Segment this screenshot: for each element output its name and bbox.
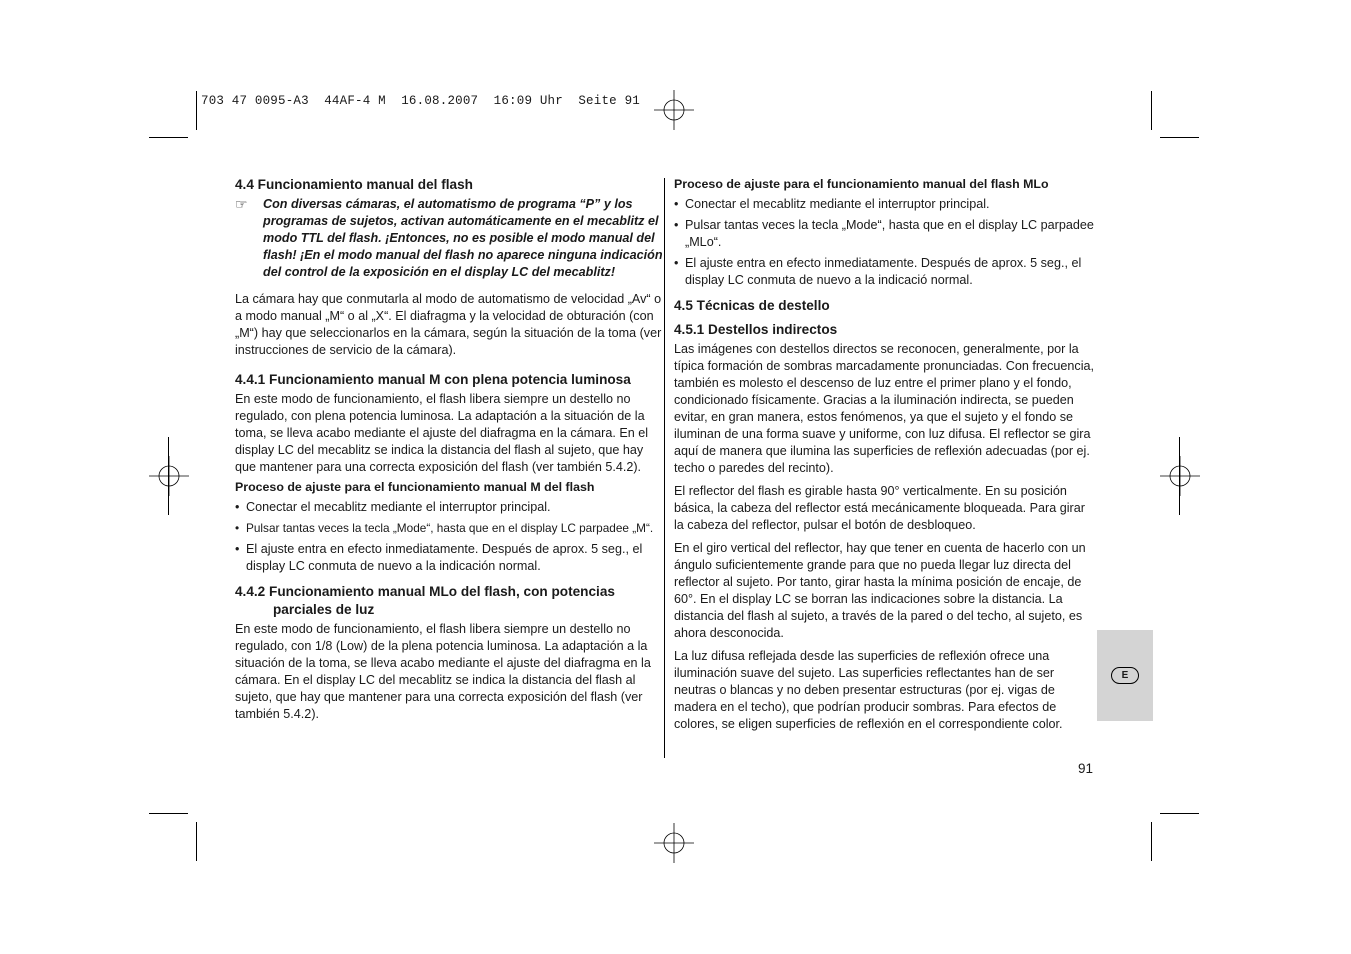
- registration-mark-icon: [1160, 456, 1200, 496]
- section-4-4-title: 4.4 Funcionamiento manual del flash: [235, 177, 473, 192]
- crop-mark: [196, 822, 197, 861]
- procedure-m-title: Proceso de ajuste para el funcionamiento manual M del flash: [235, 480, 595, 494]
- left-column: [235, 176, 663, 729]
- registration-line: [1179, 437, 1180, 515]
- procedure-mlo-title: Proceso de ajuste para el funcionamiento manual del flash MLo: [674, 177, 1049, 191]
- crop-mark: [1151, 91, 1152, 130]
- procedure-m-list: [235, 499, 663, 575]
- list-item: • Pulsar tantas veces la tecla „Mode“, hasta que en el display LC parpadee „M“.: [235, 520, 663, 537]
- procedure-mlo-list: [674, 196, 1098, 289]
- crop-mark: [1151, 822, 1152, 861]
- list-item: • Conectar el mecablitz mediante el interruptor principal.: [235, 499, 663, 516]
- crop-mark: [149, 137, 188, 138]
- registration-mark-icon: [149, 456, 189, 496]
- pointing-hand-icon: ☞: [235, 196, 248, 212]
- list-item: • Pulsar tantas veces la tecla „Mode“, hasta que en el display LC parpadee „MLo“.: [674, 217, 1098, 251]
- registration-mark-icon: [654, 823, 694, 863]
- language-badge: E: [1111, 667, 1139, 684]
- page-number: 91: [1078, 761, 1094, 776]
- paragraph: En el giro vertical del reflector, hay que tener en cuenta de hacerlo con un ángulo suficientemente grande para que no pueda llegar luz directa del reflector al sujeto. Por tanto, girar hasta la mínima posición de encaje, de 60°. En el display LC se borran las indicaciones sobre la distancia. La distancia del flash al sujeto, a través de la pared o del techo, al sujeto, es ahora desconocida.: [674, 541, 1086, 640]
- note-block: [235, 196, 663, 281]
- column-divider: [664, 178, 665, 758]
- paragraph: La cámara hay que conmutarla al modo de automatismo de velocidad „Av“ o a modo manual „M“ o al „X“. El diafragma y la velocidad de obturación (con „M“) hay que seleccionarlos en la cámara, según la situación de la toma (ver instrucciones de servicio de la cámara).: [235, 292, 662, 357]
- crop-mark: [1160, 813, 1199, 814]
- paragraph: En este modo de funcionamiento, el flash libera siempre un destello no regulado, con plena potencia luminosa. La adaptación a la situación de la toma, se lleva acabo mediante el ajuste del diafragma en la cámara. En el display LC del mecablitz se indica la distancia del flash al sujeto, que hay que mantener para una correcta exposición del flash (ver también 5.4.2).: [235, 392, 649, 474]
- registration-line: [168, 437, 169, 515]
- section-4-5-1-title: 4.5.1 Destellos indirectos: [674, 322, 838, 337]
- section-4-5-title: 4.5 Técnicas de destello: [674, 298, 830, 313]
- section-4-4-1-title: 4.4.1 Funcionamiento manual M con plena potencia luminosa: [235, 372, 631, 387]
- paragraph: La luz difusa reflejada desde las superficies de reflexión ofrece una iluminación suave del sujeto. Las superficies reflectantes han de ser neutras o blancas y no deben presentar estructuras (por ej. vigas de madera en el techo), que podrían producir sombras. Para efectos de colores, se eligen superficies de reflexión en el correspondiente color.: [674, 649, 1063, 731]
- note-text: Con diversas cámaras, el automatismo de programa “P” y los programas de sujetos, activan automáticamente en el mecablitz el modo TTL del flash. ¡Entonces, no es posible el modo manual del flash! ¡En el modo manual del flash no aparece ninguna indicación del control de la exposición en el display LC del mecablitz!: [263, 197, 663, 279]
- list-item: • El ajuste entra en efecto inmediatamente. Después de aprox. 5 seg., el display LC conmuta de nuevo a la indicació normal.: [674, 255, 1098, 289]
- list-item: • Conectar el mecablitz mediante el interruptor principal.: [674, 196, 1098, 213]
- crop-mark: [196, 91, 197, 130]
- list-item: • El ajuste entra en efecto inmediatamente. Después de aprox. 5 seg., el display LC conmuta de nuevo a la indicación normal.: [235, 541, 663, 575]
- paragraph: En este modo de funcionamiento, el flash libera siempre un destello no regulado, con 1/8 (Low) de la plena potencia luminosa. La adaptación a la situación de la toma, se lleva acabo mediante el ajuste del diafragma en la cámara. En el display LC del mecablitz se indica la distancia del flash al sujeto, que hay que mantener para una correcta exposición del flash (ver también 5.4.2).: [235, 622, 651, 721]
- paragraph: El reflector del flash es girable hasta 90° verticalmente. En su posición básica, la cabeza del reflector está mecánicamente bloqueada. Para girar la cabeza del reflector, pulsar el botón de desbloqueo.: [674, 484, 1085, 532]
- crop-mark: [1160, 137, 1199, 138]
- registration-mark-icon: [654, 90, 694, 130]
- section-4-4-2-title: 4.4.2 Funcionamiento manual MLo del flash, con potencias parciales de luz: [235, 584, 615, 617]
- language-side-tab: [1097, 630, 1153, 721]
- paragraph: Las imágenes con destellos directos se reconocen, generalmente, por la típica formación de sombras marcadamente pronunciadas. Con frecuencia, también es molesto el descenso de luz entre el primer plano y el fondo, condicionado físicamente. Gracias a la iluminación indirecta, se pueden evitar, en gran manera, estos fenómenos, ya que el sujeto y el fondo se iluminan de una forma suave y uniforme, con luz difusa. El reflector se gira aquí de manera que ilumina las superficies de reflexión adecuadas (por ej. techo o paredes del recinto).: [674, 342, 1095, 475]
- right-column: [674, 176, 1098, 739]
- crop-mark: [149, 813, 188, 814]
- print-header: 703 47 0095-A3 44AF-4 M 16.08.2007 16:09 Uhr Seite 91: [201, 94, 640, 108]
